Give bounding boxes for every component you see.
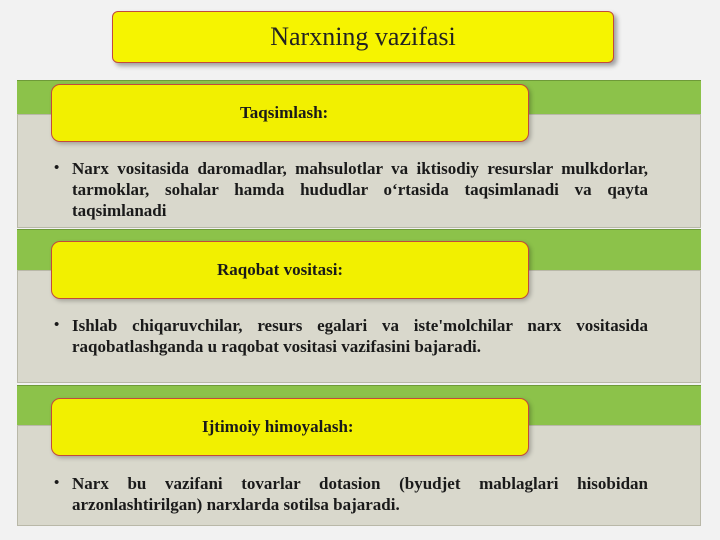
section-1-bullet	[54, 158, 648, 221]
section-2-label-text: Raqobat vositasi:	[217, 260, 344, 279]
bullet-icon: •	[54, 317, 60, 333]
section-3-label-text: Ijtimoiy himoyalash:	[202, 417, 354, 436]
section-2-text: Ishlab chiqaruvchilar, resurs egalari va iste'molchilar narx vositasida raqobatlashganda u raqobat vositasi vazifasini bajaradi.	[72, 316, 648, 356]
section-2-label	[51, 241, 529, 299]
section-1-label	[51, 84, 529, 142]
slide-title	[112, 11, 614, 63]
slide-title-text: Narxning vazifasi	[270, 22, 456, 51]
section-2-bullet	[54, 315, 648, 357]
bullet-icon: •	[54, 475, 60, 491]
section-3-bullet	[54, 473, 648, 515]
section-1-text: Narx vositasida daromadlar, mahsulotlar va iktisodiy resurslar mulkdorlar, tarmoklar, sohalar hamda hududlar o‘rtasida taqsimlanadi va qayta taqsimlanadi	[72, 159, 648, 220]
section-3-label	[51, 398, 529, 456]
section-3-text: Narx bu vazifani tovarlar dotasion (byudjet mablaglari hisobidan arzonlashtirilgan) narxlarda sotilsa bajaradi.	[72, 474, 648, 514]
bullet-icon: •	[54, 160, 60, 176]
section-1-label-text: Taqsimlash:	[240, 103, 329, 122]
